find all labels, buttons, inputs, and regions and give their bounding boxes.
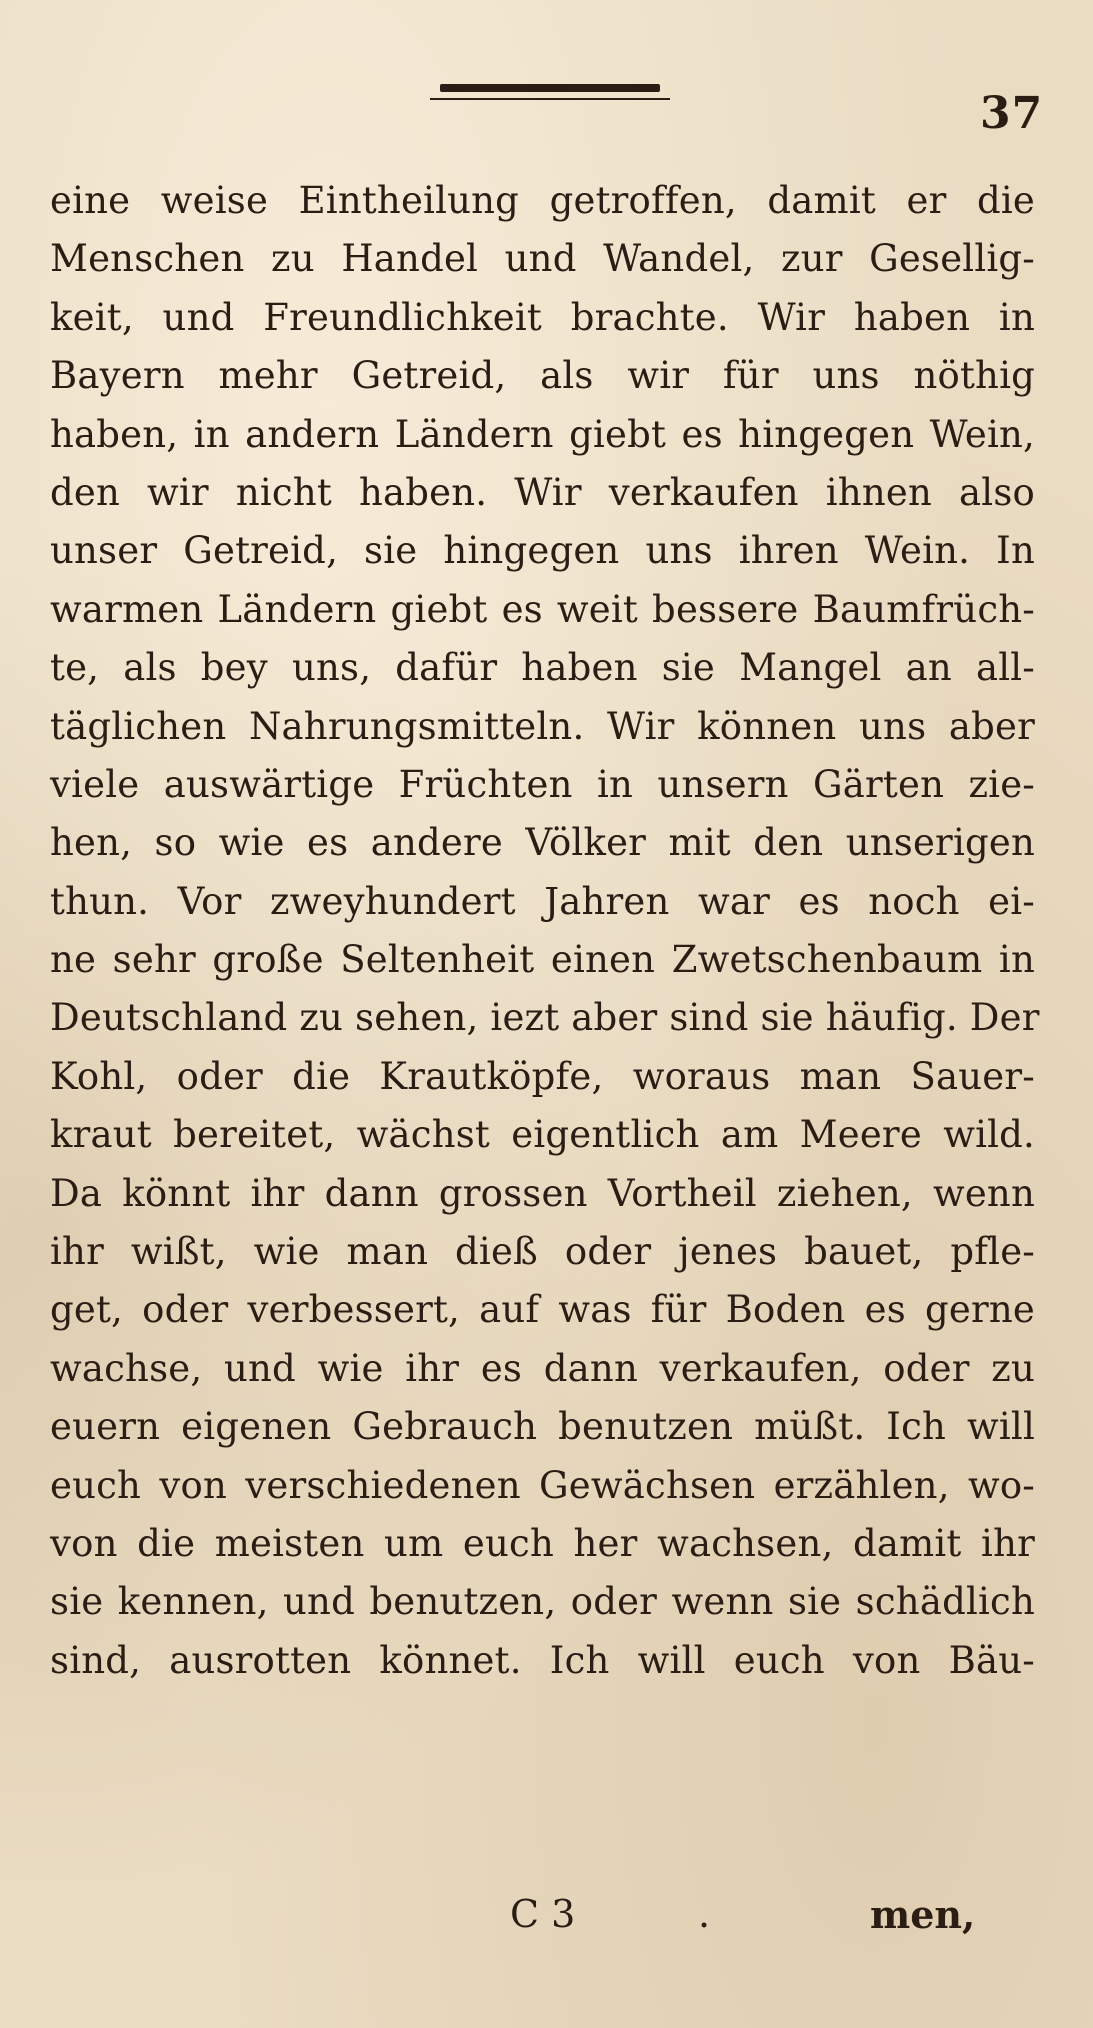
text-line: hen, so wie es andere Völker mit den unserigen [50,821,1035,865]
text-line: Deutschland zu sehen, iezt aber sind sie häufig. Der [50,996,1040,1040]
header-rule-thin [430,98,670,100]
text-line: sind, ausrotten könnet. Ich will euch von Bäu- [50,1638,1035,1682]
signature-mark: C 3 [510,1892,576,1936]
page-number: 37 [980,88,1044,139]
catchword: men, [870,1892,976,1937]
text-line: haben, in andern Ländern giebt es hingegen Wein, [50,412,1035,456]
text-line: euch von verschiedenen Gewächsen erzählen, wo- [50,1463,1035,1507]
header-rule [430,84,670,102]
header-rule-thick [440,84,660,92]
text-line: Da könnt ihr dann grossen Vortheil ziehen, wenn [50,1171,1035,1215]
text-line: viele auswärtige Früchten in unsern Gärten zie- [50,762,1035,806]
text-line: warmen Ländern giebt es weit bessere Baumfrüch- [50,587,1035,631]
text-line: wachse, und wie ihr es dann verkaufen, oder zu [50,1346,1035,1390]
text-line: thun. Vor zweyhundert Jahren war es noch ei- [50,879,1035,923]
text-line: euern eigenen Gebrauch benutzen müßt. Ich will [50,1405,1035,1449]
text-line: den wir nicht haben. Wir verkaufen ihnen also [50,470,1035,514]
text-line: Kohl, oder die Krautköpfe, woraus man Sauer- [50,1054,1035,1098]
text-line: sie kennen, und benutzen, oder wenn sie schädlich [50,1580,1035,1624]
text-line: täglichen Nahrungsmitteln. Wir können uns aber [50,704,1035,748]
text-line: te, als bey uns, dafür haben sie Mangel an all- [50,646,1035,690]
page-footer [0,1892,1093,1948]
text-line: eine weise Eintheilung getroffen, damit er die [50,179,1035,222]
text-line: Bayern mehr Getreid, als wir für uns nöthig [50,354,1035,398]
text-line: ihr wißt, wie man dieß oder jenes bauet, pfle- [50,1230,1035,1274]
text-line: keit, und Freundlichkeit brachte. Wir haben in [50,295,1035,339]
text-line: get, oder verbessert, auf was für Boden es gerne [50,1288,1035,1332]
text-line: Menschen zu Handel und Wandel, zur Gesellig- [50,237,1035,281]
text-line: ne sehr große Seltenheit einen Zwetschenbaum in [50,938,1035,982]
text-line: unser Getreid, sie hingegen uns ihren Wein. In [50,529,1035,573]
text-line: kraut bereitet, wächst eigentlich am Meere wild. [50,1113,1035,1157]
body-text [50,172,1040,1690]
text-line: von die meisten um euch her wachsen, damit ihr [50,1521,1035,1565]
footer-dot: . [698,1892,711,1936]
